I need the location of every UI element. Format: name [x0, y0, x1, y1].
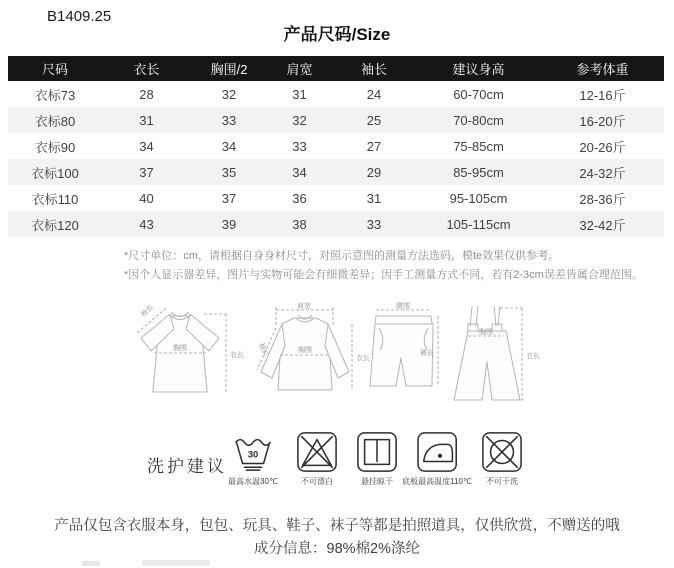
- size-cell: 31: [292, 86, 307, 102]
- care-item: [228, 430, 278, 487]
- size-cell: 20-26斤: [579, 139, 626, 155]
- hang-dry-icon: [356, 430, 398, 474]
- label-garment-length: 衣长: [230, 352, 244, 359]
- size-cell: 37: [139, 164, 154, 180]
- size-cell: 31: [139, 112, 154, 128]
- product-code: B1409.25: [47, 8, 112, 25]
- size-cell: 85-95cm: [453, 164, 504, 180]
- size-col-header: 尺码: [8, 56, 102, 81]
- size-cell: 衣标110: [31, 191, 79, 207]
- label-waist: 腰围: [396, 303, 410, 310]
- size-col-header: 建议身高: [416, 56, 541, 81]
- page-title: 产品尺码/Size: [283, 25, 391, 44]
- size-col-header: 胸围/2: [191, 56, 267, 81]
- size-col-header: 参考体重: [541, 56, 664, 81]
- table-row: [8, 107, 664, 133]
- size-cell: 衣标80: [34, 113, 76, 129]
- size-cell: 34: [221, 138, 237, 154]
- care-caption: 不可漂白: [301, 477, 333, 486]
- note-line: *尺寸单位：cm，请根据自身身材尺寸，对照示意图的测量方法选码，模te效果仅供参考。: [124, 250, 560, 262]
- table-row: [8, 185, 664, 211]
- label-sleeve-length: 袖长: [139, 304, 156, 319]
- care-advice-label: 洗护建议: [147, 457, 227, 476]
- label-chest: 胸围: [479, 329, 493, 336]
- overalls-diagram: [454, 306, 540, 402]
- size-cell: 24: [366, 86, 382, 102]
- size-cell: 95-105cm: [449, 190, 508, 206]
- size-cell: 34: [139, 138, 154, 154]
- props-disclaimer: 产品仅包含衣服本身，包包、玩具、鞋子、袜子等都是拍照道具，仅供欣赏，不赠送的哦: [54, 518, 620, 534]
- size-cell: 12-16斤: [579, 87, 626, 103]
- care-item: [296, 430, 338, 487]
- size-cell: 35: [221, 164, 237, 180]
- size-cell: 16-20斤: [579, 113, 626, 129]
- size-cell: 36: [292, 190, 307, 206]
- size-cell: 33: [292, 138, 307, 154]
- label-chest: 胸围: [173, 345, 187, 352]
- care-caption: 不可干洗: [486, 477, 518, 486]
- composition-info: 成分信息：98%棉2%涤纶: [254, 541, 420, 557]
- size-table: [8, 56, 664, 237]
- measurement-diagrams: [130, 300, 560, 428]
- care-caption: 悬挂晾干: [361, 477, 393, 486]
- size-cell: 33: [221, 112, 237, 128]
- note-line: *因个人显示器差异，图片与实物可能会有细微差异；因手工测量方式不同，若有2-3cm误差皆属合理范围。: [124, 269, 643, 281]
- size-cell: 25: [366, 112, 382, 128]
- size-cell: 32-42斤: [579, 217, 626, 233]
- size-cell: 38: [292, 216, 307, 232]
- cropped-text-remnant: [142, 560, 210, 566]
- size-cell: 105-115cm: [446, 216, 511, 232]
- size-table-header: [8, 56, 664, 81]
- size-cell: 31: [366, 190, 382, 206]
- table-row: [8, 133, 664, 159]
- size-cell: 29: [366, 164, 382, 180]
- table-row: [8, 211, 664, 237]
- header-row: [8, 56, 664, 81]
- size-cell: 28: [139, 86, 154, 102]
- size-cell: 27: [366, 138, 382, 154]
- size-cell: 32: [292, 112, 307, 128]
- size-cell: 43: [139, 216, 154, 232]
- care-caption: 最高水温30℃: [228, 477, 278, 486]
- size-cell: 37: [221, 190, 237, 206]
- size-cell: 75-85cm: [453, 138, 504, 154]
- size-col-header: 肩宽: [267, 56, 332, 81]
- label-garment-length: 衣长: [356, 355, 370, 362]
- size-cell: 60-70cm: [453, 86, 504, 102]
- size-cell: 衣标90: [34, 139, 76, 155]
- care-item: [356, 430, 398, 487]
- iron-low-temp-icon: [416, 430, 458, 474]
- size-col-header: 袖长: [332, 56, 416, 81]
- measurement-notes: [124, 247, 643, 285]
- max-wash-temp-icon: [232, 430, 274, 474]
- table-row: [8, 159, 664, 185]
- tee-long-sleeve-diagram: [257, 301, 370, 390]
- table-row: [8, 81, 664, 107]
- size-cell: 衣标120: [31, 217, 79, 233]
- size-cell: 32: [221, 86, 237, 102]
- care-caption: 底板最高温度110℃: [402, 477, 472, 486]
- no-dry-clean-icon: [481, 430, 523, 474]
- size-cell: 28-36斤: [579, 191, 626, 207]
- care-item: [402, 430, 472, 487]
- size-cell: 39: [221, 216, 237, 232]
- label-garment-length: 衣长: [526, 353, 540, 360]
- label-chest: 胸围: [298, 347, 312, 354]
- size-cell: 40: [139, 190, 154, 206]
- size-cell: 24-32斤: [579, 165, 626, 181]
- cropped-text-remnant: [82, 561, 100, 566]
- shorts-diagram: [370, 301, 438, 386]
- wash-temp-value: 30: [247, 449, 259, 461]
- size-cell: 33: [366, 216, 382, 232]
- care-item: [481, 430, 523, 487]
- label-pants-length: 裤长: [420, 350, 434, 357]
- size-col-header: 衣长: [102, 56, 191, 81]
- label-sleeve-length: 袖长: [257, 341, 270, 358]
- tee-short-sleeve-diagram: [136, 303, 244, 392]
- size-cell: 衣标100: [31, 165, 79, 181]
- size-cell: 70-80cm: [453, 112, 504, 128]
- label-shoulder-width: 肩宽: [297, 303, 311, 310]
- size-cell: 衣标73: [34, 87, 76, 103]
- size-cell: 34: [292, 164, 307, 180]
- no-bleach-icon: [296, 430, 338, 474]
